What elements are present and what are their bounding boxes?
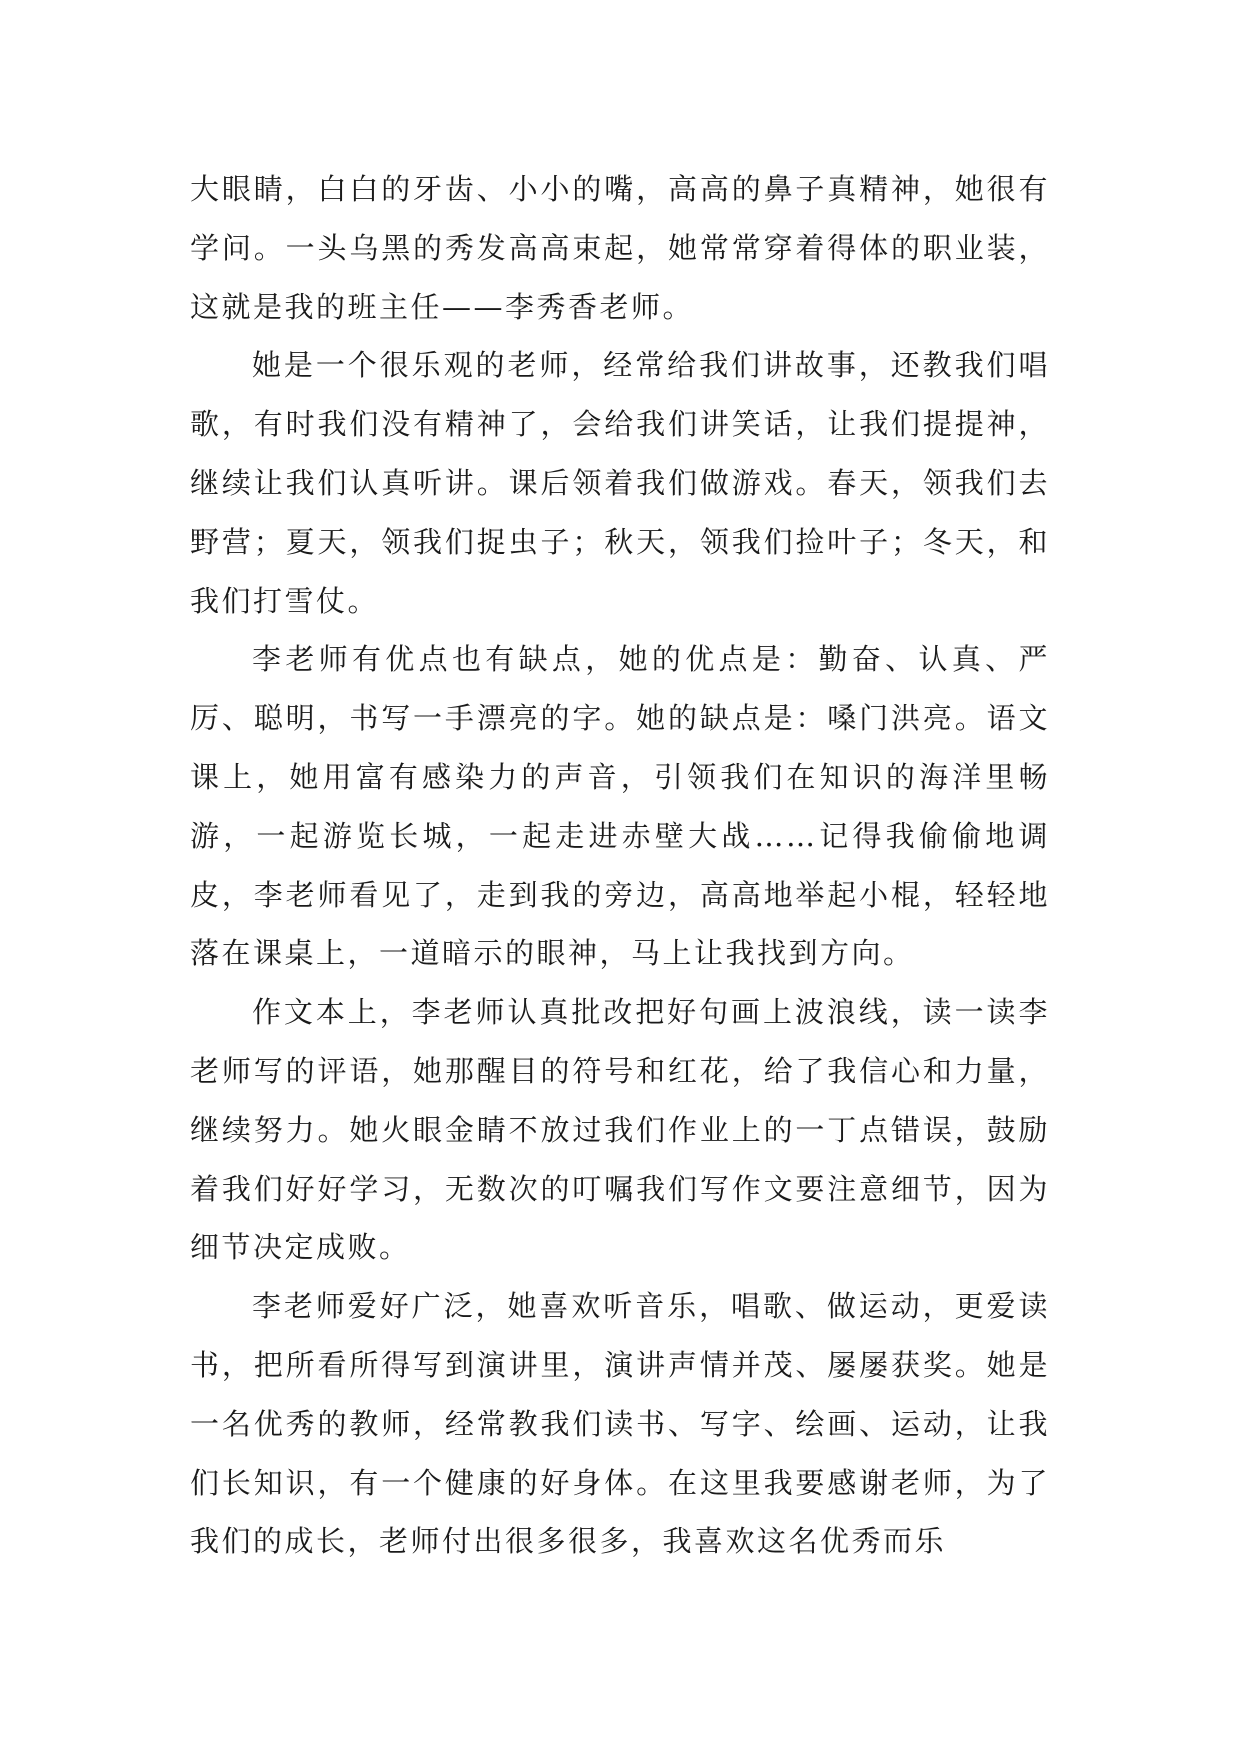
paragraph-5: 李老师爱好广泛，她喜欢听音乐，唱歌、做运动，更爱读书，把所看所得写到演讲里，演讲声情并茂、屡屡获奖。她是一名优秀的教师，经常教我们读书、写字、绘画、运动，让我们长知识，有一个健康的好身体。在这里我要感谢老师，为了我们的成长，老师付出很多很多，我喜欢这名优秀而乐 [190,1289,1050,1559]
paragraph-4: 作文本上，李老师认真批改把好句画上波浪线，读一读李老师写的评语，她那醒目的符号和红花，给了我信心和力量，继续努力。她火眼金睛不放过我们作业上的一丁点错误，鼓励着我们好好学习，无数次的叮嘱我们写作文要注意细节，因为细节决定成败。 [190,995,1050,1265]
paragraph-3: 李老师有优点也有缺点，她的优点是：勤奋、认真、严厉、聪明，书写一手漂亮的字。她的缺点是：嗓门洪亮。语文课上，她用富有感染力的声音，引领我们在知识的海洋里畅游，一起游览长城，一起走进赤壁大战……记得我偷偷地调皮，李老师看见了，走到我的旁边，高高地举起小棍，轻轻地落在课桌上，一道暗示的眼神，马上让我找到方向。 [190,642,1050,971]
paragraph-2: 她是一个很乐观的老师，经常给我们讲故事，还教我们唱歌，有时我们没有精神了，会给我们讲笑话，让我们提提神，继续让我们认真听讲。课后领着我们做游戏。春天，领我们去野营；夏天，领我们捉虫子；秋天，领我们捡叶子；冬天，和我们打雪仗。 [190,348,1050,618]
paragraph-1: 大眼睛，白白的牙齿、小小的嘴，高高的鼻子真精神，她很有学问。一头乌黑的秀发高高束起，她常常穿着得体的职业装，这就是我的班主任——李秀香老师。 [190,172,1050,324]
document-body [190,160,1050,1571]
